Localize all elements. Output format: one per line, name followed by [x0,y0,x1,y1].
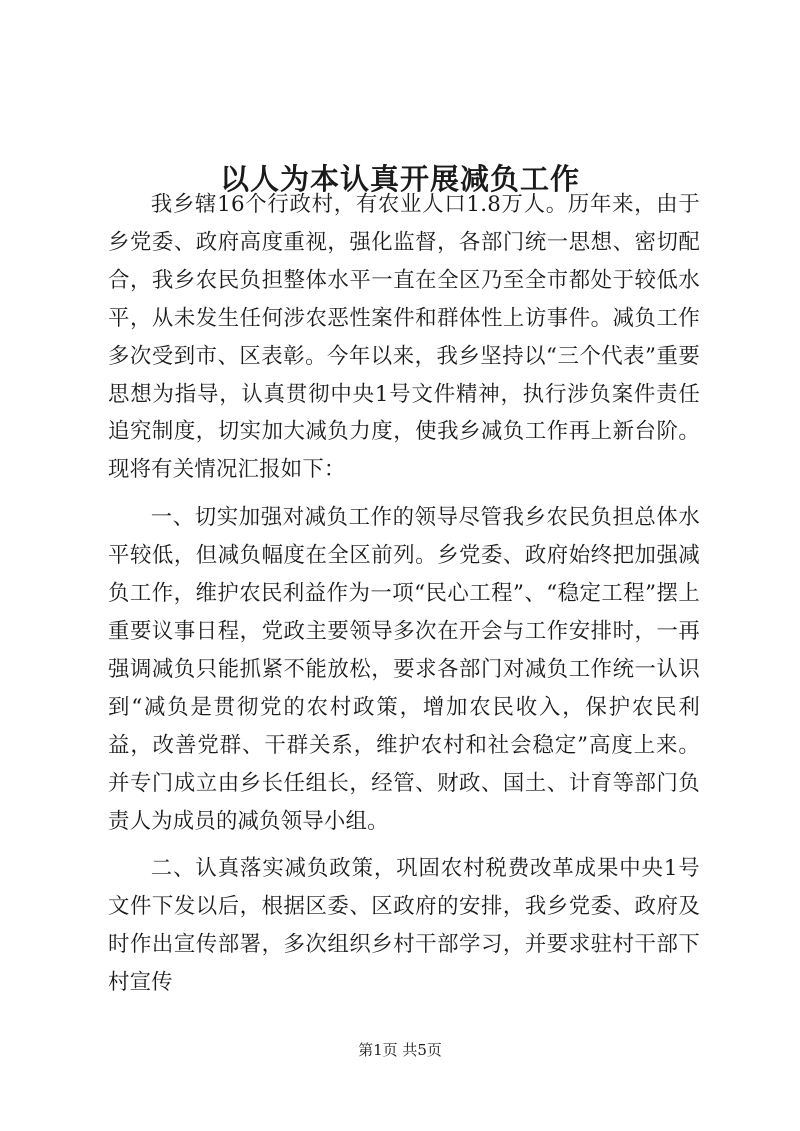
document-title: 以人为本认真开展减负工作 [219,162,580,197]
paragraph-section-1: 一、切实加强对减负工作的领导尽管我乡农民负担总体水平较低，但减负幅度在全区前列。乡党委、政府始终把加强减负工作，维护农民利益作为一项“民心工程”、“稳定工程”摆上重要议事日程，党政主要领导多次在开会与工作安排时，一再强调减负只能抓紧不能放松，要求各部门对减负工作统一认识到“减负是贯彻党的农村政策，增加农民收入，保护农民利益，改善党群、干群关系，维护农村和社会稳定”高度上来。并专门成立由乡长任组长，经管、财政、国土、计育等部门负责人为成员的减负领导小组。 [108,505,700,834]
page-number-indicator: 第1页 共5页 [358,1041,442,1059]
page-footer [0,1040,800,1060]
paragraph-section-2: 二、认真落实减负政策，巩固农村税费改革成果中央1号文件下发以后，根据区委、区政府的安排，我乡党委、政府及时作出宣传部署，多次组织乡村干部学习，并要求驻村干部下村宣传 [108,856,700,996]
paragraph-intro: 我乡辖16个行政村，有农业人口1.8万人。历年来，由于乡党委、政府高度重视，强化监督，各部门统一思想、密切配合，我乡农民负担整体水平一直在全区乃至全市都处于较低水平，从未发生任何涉农恶性案件和群体性上访事件。减负工作多次受到市、区表彰。今年以来，我乡坚持以“三个代表”重要思想为指导，认真贯彻中央1号文件精神，执行涉负案件责任追究制度，切实加大减负力度，使我乡减负工作再上新台阶。现将有关情况汇报如下： [108,192,700,483]
document-body [108,186,700,1002]
